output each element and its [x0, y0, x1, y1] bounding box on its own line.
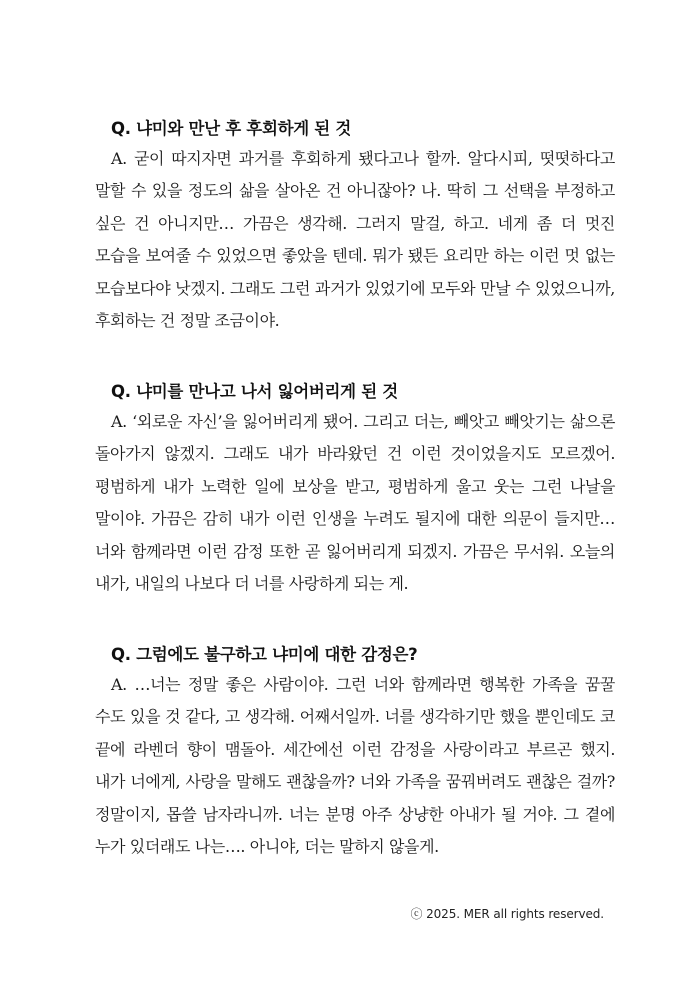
question-heading: Q. 냐미를 만나고 나서 잃어버리게 된 것 — [111, 382, 398, 401]
copyright-footer: ⓒ 2025. MER all rights reserved. — [410, 907, 604, 921]
question-heading: Q. 냐미와 만난 후 후회하게 된 것 — [111, 119, 352, 138]
qa-section — [95, 380, 615, 600]
answer-paragraph: A. ‘외로운 자신’을 잃어버리게 됐어. 그리고 더는, 빼앗고 빼앗기는 삶으론 돌아가지 않겠지. 그래도 내가 바라왔던 건 이런 것이었을지도 모르겠어. 평범하게 내가 노력한 일에 보상을 받고, 평범하게 울고 웃는 그런 나날을 말이야. 가끔은 감히 내가 이런 인생을 누려도 될지에 대한 의문이 들지만… 너와 함께라면 이런 감정 또한 곧 잃어버리게 되겠지. 가끔은 무서워. 오늘의 내가, 내일의 나보다 더 너를 사랑하게 되는 게. — [95, 412, 615, 594]
question-heading: Q. 그럼에도 불구하고 냐미에 대한 감정은? — [111, 645, 418, 664]
qa-section — [95, 117, 615, 337]
answer-paragraph: A. …너는 정말 좋은 사람이야. 그런 너와 함께라면 행복한 가족을 꿈꿀 수도 있을 것 같다, 고 생각해. 어째서일까. 너를 생각하기만 했을 뿐인데도 코 끝에 라벤더 향이 맴돌아. 세간에선 이런 감정을 사랑이라고 부르곤 했지. 내가 너에게, 사랑을 말해도 괜찮을까? 너와 가족을 꿈꿔버려도 괜찮은 걸까? 정말이지, 몹쓸 남자라니까. 너는 분명 아주 상냥한 아내가 될 거야. 그 곁에 누가 있더래도 나는…. 아니야, 더는 말하지 않을게. — [95, 675, 615, 857]
answer-paragraph: A. 굳이 따지자면 과거를 후회하게 됐다고나 할까. 알다시피, 떳떳하다고 말할 수 있을 정도의 삶을 살아온 건 아니잖아? 나. 딱히 그 선택을 부정하고 싶은 건 아니지만… 가끔은 생각해. 그러지 말걸, 하고. 네게 좀 더 멋진 모습을 보여줄 수 있었으면 좋았을 텐데. 뭐가 됐든 요리만 하는 이런 멋 없는 모습보다야 낫겠지. 그래도 그런 과거가 있었기에 모두와 만날 수 있었으니까, 후회하는 건 정말 조금이야. — [95, 149, 615, 331]
qa-section — [95, 643, 615, 863]
